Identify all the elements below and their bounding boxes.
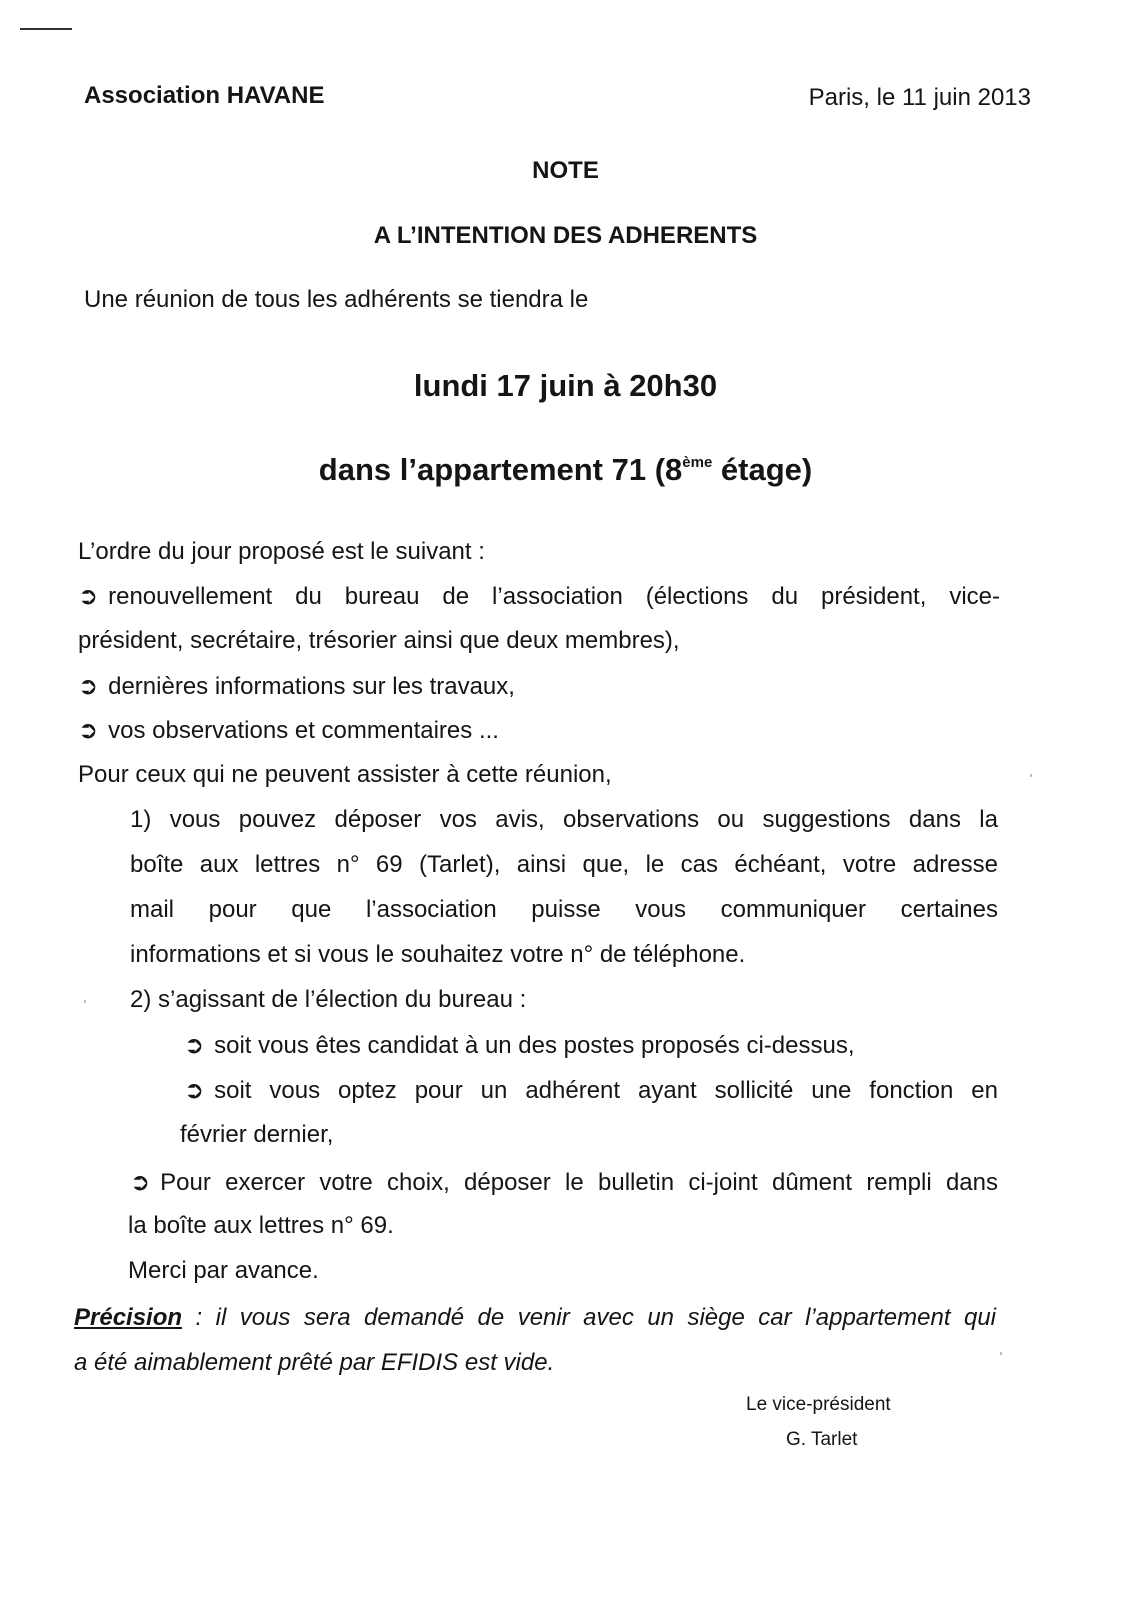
event-place-suffix: étage) xyxy=(712,452,813,487)
option-1-text: soit vous êtes candidat à un des postes proposés ci-dessus, xyxy=(214,1032,855,1059)
note-title: NOTE xyxy=(532,157,599,184)
scan-mark xyxy=(20,28,72,30)
absent-point-1-line-4: informations et si vous le souhaitez votre n° de téléphone. xyxy=(130,941,746,968)
agenda-item-2 xyxy=(78,672,515,701)
option-2 xyxy=(184,1076,998,1105)
absent-heading: Pour ceux qui ne peuvent assister à cette réunion, xyxy=(78,761,612,788)
option-1 xyxy=(184,1031,854,1060)
absent-point-1-line-2: boîte aux lettres n° 69 (Tarlet), ainsi que, le cas échéant, votre adresse xyxy=(130,851,998,878)
arrow-bullet-icon: ➲ xyxy=(184,1032,205,1059)
absent-point-1-line-1: 1) vous pouvez déposer vos avis, observations ou suggestions dans la xyxy=(130,806,998,833)
precision-label: Précision xyxy=(74,1304,183,1331)
event-place-prefix: dans l’appartement 71 (8 xyxy=(318,452,683,487)
note-subtitle: A L’INTENTION DES ADHERENTS xyxy=(373,222,758,249)
floor-suffix: ème xyxy=(682,454,713,471)
absent-point-2: 2) s’agissant de l’élection du bureau : xyxy=(130,986,527,1013)
association-name: Association HAVANE xyxy=(84,82,325,109)
event-place xyxy=(0,452,1131,488)
choice-instruction-cont: la boîte aux lettres n° 69. xyxy=(128,1212,394,1239)
thanks-text: Merci par avance. xyxy=(128,1257,319,1284)
intro-text: Une réunion de tous les adhérents se tiendra le xyxy=(84,286,589,313)
agenda-heading: L’ordre du jour proposé est le suivant : xyxy=(78,538,485,565)
option-2-cont: février dernier, xyxy=(180,1121,334,1148)
signature-role: Le vice-président xyxy=(746,1394,891,1415)
scan-mark xyxy=(1030,774,1032,777)
option-2-text: soit vous optez pour un adhérent ayant sollicité une fonction en xyxy=(214,1077,998,1104)
event-date: lundi 17 juin à 20h30 xyxy=(413,368,718,403)
arrow-bullet-icon: ➲ xyxy=(184,1077,205,1104)
agenda-item-2-text: dernières informations sur les travaux, xyxy=(108,673,515,700)
precision-text: : il vous sera demandé de venir avec un siège car l’appartement qui xyxy=(182,1304,996,1331)
signature-name: G. Tarlet xyxy=(786,1429,858,1450)
absent-point-1-line-3: mail pour que l’association puisse vous communiquer certaines xyxy=(130,896,998,923)
arrow-bullet-icon: ➲ xyxy=(78,583,99,610)
arrow-bullet-icon: ➲ xyxy=(78,717,99,744)
agenda-item-3 xyxy=(78,716,499,745)
choice-instruction-text: Pour exercer votre choix, déposer le bulletin ci-joint dûment rempli dans xyxy=(160,1169,998,1196)
agenda-item-3-text: vos observations et commentaires ... xyxy=(108,717,499,744)
arrow-bullet-icon: ➲ xyxy=(78,673,99,700)
agenda-item-1-text: renouvellement du bureau de l’association (élections du président, vice- xyxy=(108,583,1000,610)
arrow-bullet-icon: ➲ xyxy=(130,1169,151,1196)
agenda-item-1-cont: président, secrétaire, trésorier ainsi que deux membres), xyxy=(78,627,680,654)
choice-instruction xyxy=(130,1168,998,1197)
precision-line-1 xyxy=(74,1304,996,1332)
precision-line-2: a été aimablement prêté par EFIDIS est vide. xyxy=(74,1349,555,1376)
scan-mark xyxy=(1000,1352,1002,1355)
place-date: Paris, le 11 juin 2013 xyxy=(808,84,1031,111)
scan-mark xyxy=(84,1000,86,1003)
agenda-item-1 xyxy=(78,582,1000,611)
